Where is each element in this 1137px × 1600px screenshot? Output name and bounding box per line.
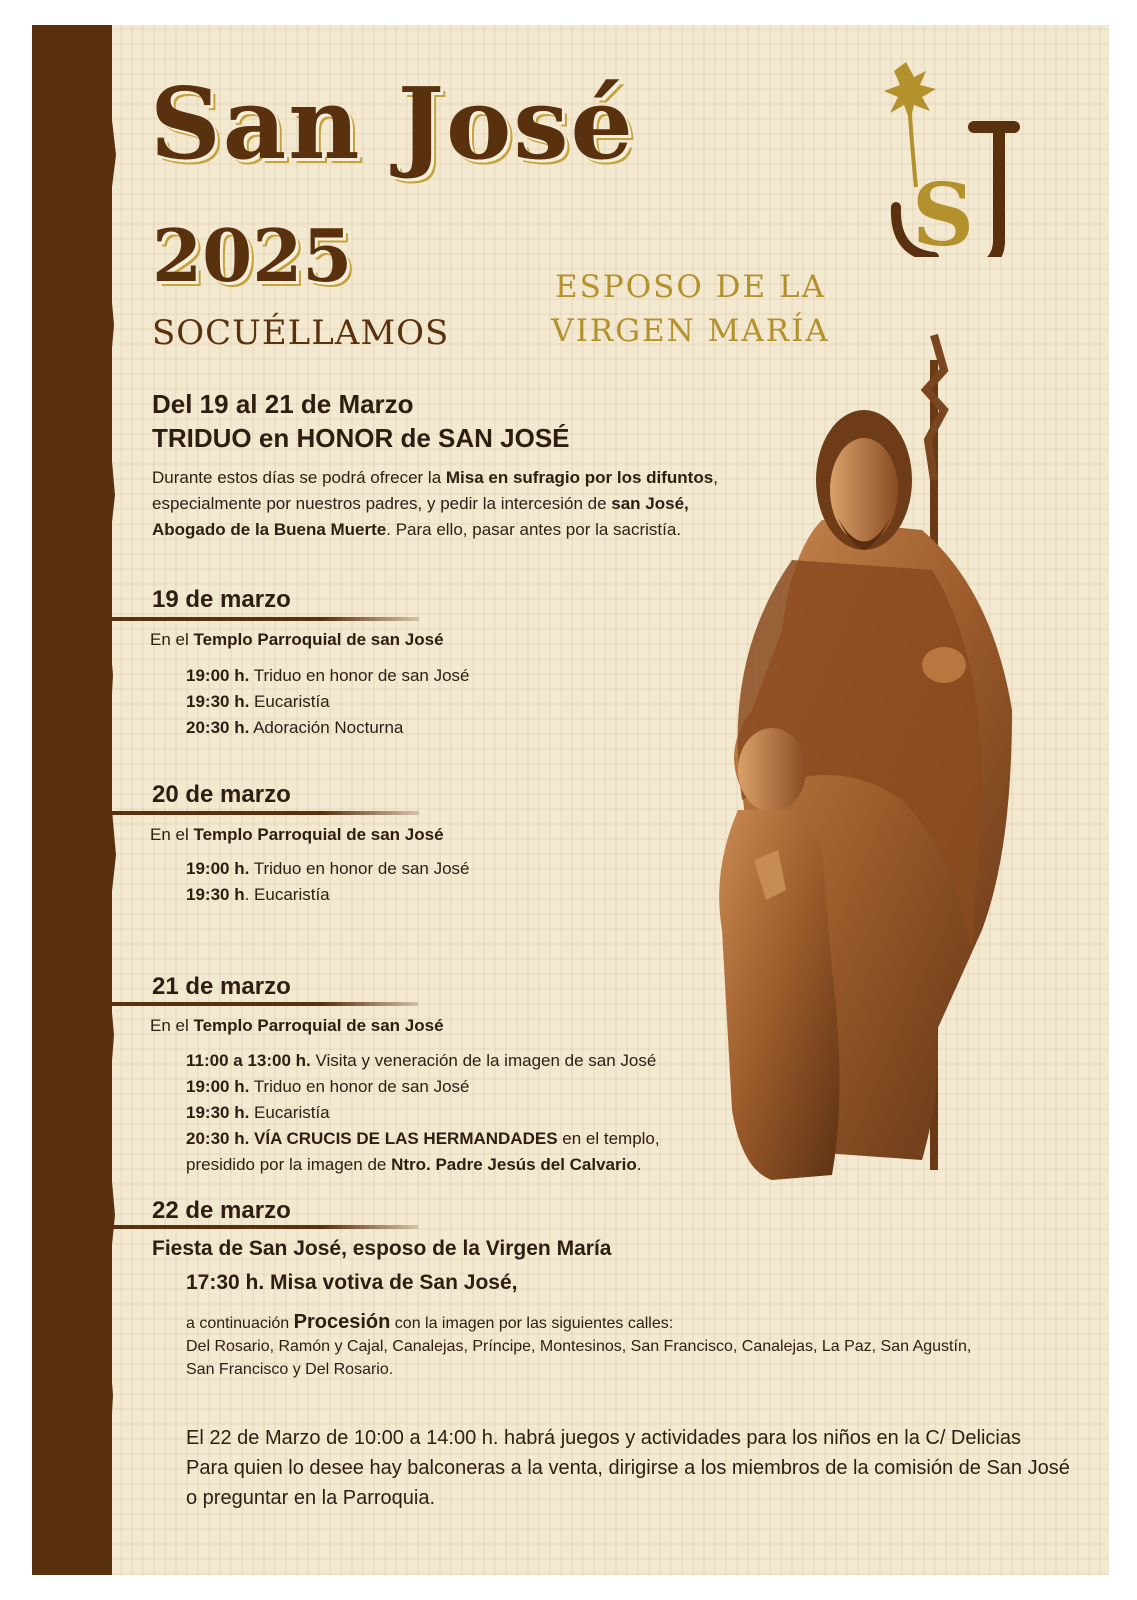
misa-votiva: 17:30 h. Misa votiva de San José,	[186, 1271, 518, 1294]
event-time: 20:30 h.	[186, 718, 250, 737]
intro-paragraph	[152, 465, 732, 543]
triduo-heading: TRIDUO en HONOR de SAN JOSÉ	[152, 423, 570, 453]
event-text-bold: Ntro. Padre Jesús del Calvario	[391, 1155, 637, 1174]
divider-22	[98, 1225, 418, 1229]
event-text: Eucaristía	[249, 1103, 330, 1122]
poster-year: 2025	[152, 213, 353, 298]
event-time: 19:30 h.	[186, 1103, 250, 1122]
event-item	[186, 715, 470, 741]
event-time: 19:00 h.	[186, 859, 250, 878]
town-name: SOCUÉLLAMOS	[152, 313, 450, 353]
schedule-19	[186, 663, 470, 741]
footer-notes	[186, 1423, 1086, 1513]
day-heading-20: 20 de marzo	[152, 781, 291, 808]
triduo-date-range: Del 19 al 21 de Marzo	[152, 389, 414, 419]
place-prefix: En el	[150, 825, 194, 844]
schedule-20	[186, 856, 470, 908]
poster	[32, 25, 1109, 1575]
event-time: 19:30 h	[186, 885, 245, 904]
procession-line	[186, 1311, 1006, 1335]
intro-text: , especialmente por nuestros padres, y pedir la intercesión de	[152, 468, 718, 513]
subtitle-line-2: VIRGEN MARÍA	[551, 313, 830, 349]
divider-21	[98, 1002, 418, 1006]
event-text-bold: VÍA CRUCIS DE LAS HERMANDADES	[249, 1129, 558, 1148]
fiesta-heading: Fiesta de San José, esposo de la Virgen María	[152, 1237, 612, 1260]
event-item	[186, 1048, 660, 1074]
streets-line-2: San Francisco y Del Rosario.	[186, 1361, 394, 1378]
intro-bold-abogado: san José, Abogado de la Buena Muerte	[152, 494, 689, 539]
intro-bold-misa: Misa en sufragio por los difuntos	[445, 468, 714, 487]
streets-line-1: Del Rosario, Ramón y Cajal, Canalejas, Príncipe, Montesinos, San Francisco, Canalejas, La Paz, San Agustín,	[186, 1338, 972, 1355]
procession-info	[186, 1311, 1006, 1381]
footer-line-2: Para quien lo desee hay balconeras a la venta, dirigirse a los miembros de la comisión de San José	[186, 1457, 1070, 1479]
event-item	[186, 856, 470, 882]
place-prefix: En el	[150, 630, 194, 649]
divider-19	[94, 617, 419, 621]
day-heading-19: 19 de marzo	[152, 586, 291, 613]
place-name: Templo Parroquial de san José	[193, 1016, 444, 1035]
sj-lily-logo-icon	[864, 57, 1024, 257]
event-time: 20:30 h.	[186, 1129, 250, 1148]
poster-title: San José	[150, 67, 635, 182]
place-prefix: En el	[150, 1016, 194, 1035]
place-21	[150, 1016, 444, 1036]
intro-text: . Para ello, pasar antes por la sacristía.	[386, 520, 682, 539]
place-name: Templo Parroquial de san José	[193, 630, 444, 649]
event-item	[186, 689, 470, 715]
place-name: Templo Parroquial de san José	[193, 825, 444, 844]
event-text: en el templo,	[557, 1129, 660, 1148]
event-item	[186, 882, 470, 908]
event-text: . Eucaristía	[244, 885, 330, 904]
event-text: Eucaristía	[249, 692, 330, 711]
strip-torn-edge	[98, 25, 128, 1575]
footer-line-1: El 22 de Marzo de 10:00 a 14:00 h. habrá juegos y actividades para los niños en la C/ Delicias	[186, 1427, 1021, 1449]
event-item	[186, 1100, 660, 1126]
footer-line-3: o preguntar en la Parroquia.	[186, 1487, 436, 1509]
event-time: 19:30 h.	[186, 692, 250, 711]
event-text: Triduo en honor de san José	[249, 666, 470, 685]
intro-text: Durante estos días se podrá ofrecer la	[152, 468, 446, 487]
procession-text: con la imagen por las siguientes calles:	[390, 1315, 674, 1332]
event-text: Triduo en honor de san José	[249, 1077, 470, 1096]
divider-20	[94, 811, 419, 815]
event-text: presidido por la imagen de	[186, 1155, 392, 1174]
procession-word: Procesión	[293, 1311, 391, 1333]
event-item-continued	[186, 1152, 660, 1178]
event-text: Visita y veneración de la imagen de san José	[310, 1051, 657, 1070]
event-item	[186, 663, 470, 689]
procession-text: a continuación	[186, 1315, 294, 1332]
event-time: 19:00 h.	[186, 1077, 250, 1096]
subtitle-line-1: ESPOSO DE LA	[555, 269, 826, 305]
saint-joseph-statue-image	[682, 330, 1052, 1210]
event-item	[186, 1126, 660, 1152]
event-text: Adoración Nocturna	[249, 718, 404, 737]
event-item	[186, 1074, 660, 1100]
logo-letter: S	[912, 165, 975, 257]
day-heading-22: 22 de marzo	[152, 1197, 291, 1224]
event-time: 19:00 h.	[186, 666, 250, 685]
schedule-21	[186, 1048, 660, 1178]
place-19	[150, 630, 444, 650]
event-text: Triduo en honor de san José	[249, 859, 470, 878]
day-heading-21: 21 de marzo	[152, 973, 291, 1000]
place-20	[150, 825, 444, 845]
event-time: 11:00 a 13:00 h.	[186, 1051, 311, 1070]
event-text: .	[636, 1155, 642, 1174]
